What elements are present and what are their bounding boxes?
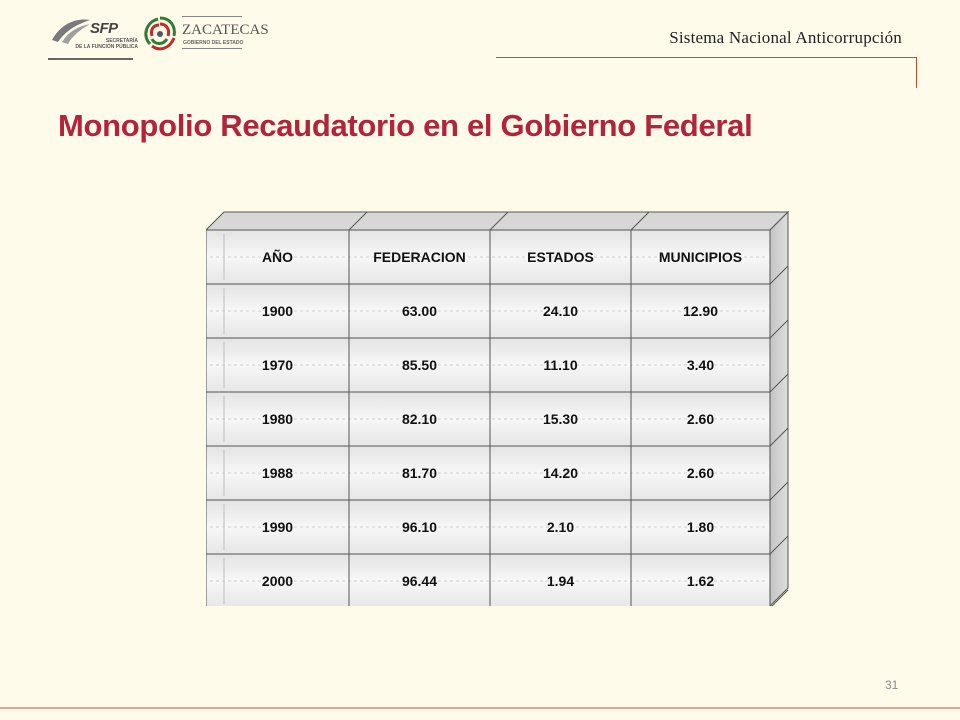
sfp-logo [48,16,138,56]
table-header-cell: MUNICIPIOS [658,249,743,265]
table-cell: 1900 [261,303,294,319]
system-name: Sistema Nacional Anticorrupción [669,28,902,47]
header-rule-horizontal [496,57,916,58]
table-cell: 24.10 [542,303,579,319]
table-cell: 2.10 [546,519,575,535]
zacatecas-logo-subtitle: GOBIERNO DEL ESTADO [183,40,244,46]
table-cell: 81.70 [401,465,438,481]
header-rule-vertical [916,57,917,88]
zacatecas-logo-rule-bottom [182,48,242,49]
sfp-logo-text: SFP [90,20,118,37]
page-number: 31 [885,678,899,692]
table-cell: 1970 [261,357,294,373]
header-logos [48,12,269,58]
table-cell: 1980 [261,411,294,427]
table-cell: 63.00 [401,303,438,319]
table-cell: 14.20 [542,465,579,481]
sfp-sub-line-2: DE LA FUNCIÓN PÚBLICA [75,44,138,50]
table-header-cell: ESTADOS [527,249,594,265]
table-header-cell: FEDERACION [373,249,466,265]
table-cell: 96.10 [401,519,438,535]
table-header-cell: AÑO [261,249,294,265]
sfp-logo-subtitle [74,38,138,50]
zacatecas-logo-text: ZACATECAS [182,22,269,38]
revenue-table [206,210,800,606]
table-cell: 82.10 [401,411,438,427]
table-cell: 96.44 [401,573,438,589]
page-title: Monopolio Recaudatorio en el Gobierno Federal [58,108,753,143]
table-cell: 1.80 [686,519,715,535]
table-cell: 1.94 [546,573,575,589]
footer-rule [0,706,960,714]
table-cell: 12.90 [682,303,719,319]
table-cell: 1988 [261,465,294,481]
table-cell: 15.30 [542,411,579,427]
sfp-underline [48,58,133,60]
table-cell: 3.40 [686,357,715,373]
table-cell: 1990 [261,519,294,535]
table-cell: 1.62 [686,573,715,589]
zacatecas-logo-rule-top [182,16,242,17]
table-cell: 85.50 [401,357,438,373]
sfp-sub-line-1: SECRETARÍA [105,38,138,44]
zacatecas-emblem-icon [140,14,180,54]
table-cell: 2.60 [686,411,715,427]
table-cell: 2.60 [686,465,715,481]
table-cell: 2000 [261,573,294,589]
table-cell: 11.10 [543,357,578,373]
